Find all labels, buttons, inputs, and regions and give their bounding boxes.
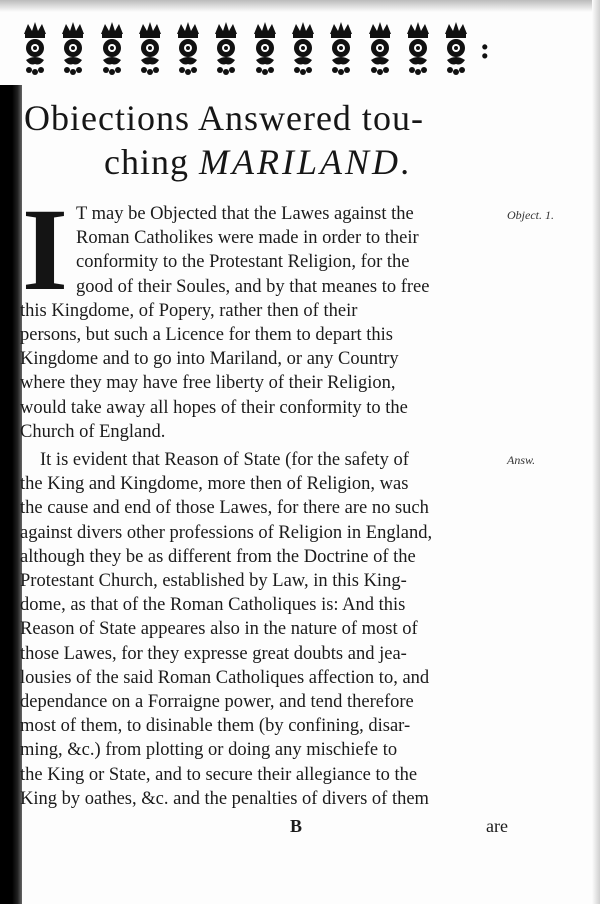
text-line: where they may have free liberty of their Religion,	[20, 373, 396, 394]
text-line: King by oathes, &c. and the penalties of divers of them	[20, 788, 429, 809]
crown-rose-ornament-icon	[58, 20, 88, 76]
text-line: ming, &c.) from plotting or doing any mischiefe to	[20, 740, 398, 761]
title-line-2	[24, 140, 544, 184]
text-line: persons, but such a Licence for them to depart this	[20, 325, 393, 346]
margin-note-answer: Answ.	[507, 453, 536, 467]
text-line: against divers other professions of Religion in England,	[20, 522, 433, 543]
text-line: Church of England.	[20, 421, 166, 442]
drop-cap: I	[22, 184, 68, 315]
page-right-edge	[592, 0, 600, 904]
crown-rose-ornament-icon	[288, 20, 318, 76]
crown-rose-ornament-icon	[441, 20, 471, 76]
text-line: Protestant Church, established by Law, in this King-	[20, 571, 407, 592]
text-line: those Lawes, for they expresse great doubts and jea-	[20, 643, 407, 664]
crown-rose-ornament-icon	[365, 20, 395, 76]
title-line-2-prefix: ching	[104, 142, 199, 182]
crown-rose-ornament-icon	[173, 20, 203, 76]
margin-note-objection: Object. 1.	[507, 208, 554, 222]
text-line: the King and Kingdome, more then of Religion, was	[20, 474, 409, 495]
crown-rose-ornament-icon	[135, 20, 165, 76]
crown-rose-ornament-icon	[97, 20, 127, 76]
answer-paragraph	[20, 448, 512, 811]
text-line: Roman Catholikes were made in order to their	[76, 228, 419, 249]
binding-shadow	[0, 85, 22, 904]
text-line: although they be as different from the Doctrine of the	[20, 546, 416, 567]
text-line: It is evident that Reason of State (for the safety of	[40, 450, 409, 470]
crown-rose-ornament-icon	[211, 20, 241, 76]
text-line: Reason of State appeares also in the nature of most of	[20, 619, 418, 640]
title-line-1: Obiections Answered tou-	[24, 98, 424, 138]
text-line: the King or State, and to secure their allegiance to the	[20, 764, 418, 785]
text-line: would take away all hopes of their conformity to the	[20, 397, 408, 418]
crown-rose-ornament-icon	[403, 20, 433, 76]
page-title	[24, 96, 544, 184]
text-line: good of their Soules, and by that meanes to free	[76, 276, 430, 297]
text-line: T may be Objected that the Lawes against the	[76, 204, 414, 224]
title-mariland: MARILAND.	[198, 142, 413, 182]
signature-mark: B	[290, 816, 303, 836]
text-line: most of them, to disinable them (by confining, disar-	[20, 716, 411, 737]
crown-rose-ornament-icon	[250, 20, 280, 76]
ornament-end-mark: :	[479, 31, 490, 65]
text-line: this Kingdome, of Popery, rather then of their	[20, 300, 358, 321]
catchword: are	[486, 816, 508, 836]
crown-rose-ornament-icon	[20, 20, 50, 76]
ornament-band	[20, 18, 490, 78]
text-line: conformity to the Protestant Religion, for the	[76, 252, 410, 273]
crown-rose-ornament-icon	[326, 20, 356, 76]
text-line: Kingdome and to go into Mariland, or any Country	[20, 349, 399, 370]
text-line: dome, as that of the Roman Catholiques is: And this	[20, 595, 406, 616]
page-top-edge	[0, 0, 600, 12]
text-line: dependance on a Forraigne power, and tend therefore	[20, 692, 414, 713]
text-line: the cause and end of those Lawes, for there are no such	[20, 498, 429, 519]
text-line: lousies of the said Roman Catholiques affection to, and	[20, 667, 430, 688]
objection-paragraph	[20, 184, 512, 444]
